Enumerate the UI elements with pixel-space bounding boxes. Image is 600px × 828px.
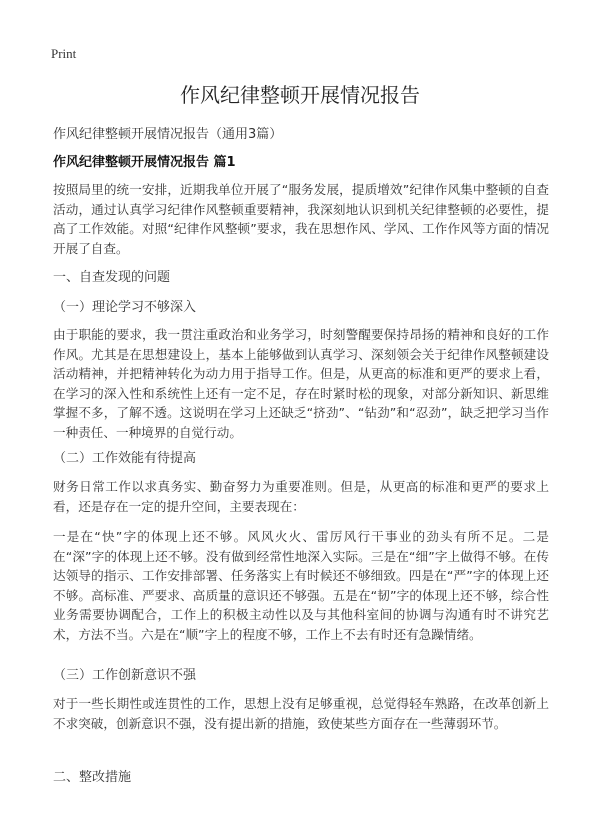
section-title: 作风纪律整顿开展情况报告 篇1: [53, 155, 236, 170]
heading-theory-study: （一）理论学习不够深入: [53, 300, 197, 315]
page-title: 作风纪律整顿开展情况报告: [180, 83, 420, 107]
paragraph-innovation: 对于一些长期性或连贯性的工作，思想上没有足够重视，总觉得轻车熟路，在改革创新上不求突破，创新意识不强，没有提出新的措施，致使某些方面存在一些薄弱环节。: [53, 696, 549, 731]
document-subtitle: 作风纪律整顿开展情况报告（通用3篇）: [53, 127, 283, 142]
paragraph-efficiency-details: 一是在“快”字的体现上还不够。风风火火、雷厉风行干事业的劲头有所不足。二是在“深”字的体现上还不够。没有做到经常性地深入实际。三是在“细”字上做得不够。在传达领导的指示、工作安排部署、任务落实上有时候还不够细致。四是在“严”字的体现上还不够。高标准、严要求、高质量的意识还不够强。五是在“韧”字的体现上还不够，综合性业务需要协调配合，工作上的积极主动性以及与其他科室间的协调与沟通有时不讲究艺术，方法不当。六是在“顺”字上的程度不够，工作上不去有时还有急躁情绪。: [53, 529, 549, 642]
paragraph-work-efficiency: 财务日常工作以求真务实、勤奋努力为重要准则。但是，从更高的标准和更严的要求上看，还是存在一定的提升空间，主要表现在：: [53, 479, 549, 514]
paragraph-intro: 按照局里的统一安排，近期我单位开展了“服务发展，提质增效”纪律作风集中整顿的自查活动，通过认真学习纪律作风整顿重要精神，我深刻地认识到机关纪律整顿的必要性，提高了工作效能。对照“纪律作风整顿”要求，我在思想作风、学风、工作作风等方面的情况开展了自查。: [53, 182, 549, 256]
heading-self-check-issues: 一、自查发现的问题: [53, 270, 171, 285]
heading-innovation: （三）工作创新意识不强: [53, 668, 197, 683]
heading-rectification: 二、整改措施: [53, 770, 132, 785]
paragraph-theory-study: 由于职能的要求，我一贯注重政治和业务学习，时刻警醒要保持昂扬的精神和良好的工作作风。尤其是在思想建设上，基本上能够做到认真学习、深刻领会关于纪律作风整顿建设活动精神，并把精神转化为动力用于指导工作。但是，从更高的标准和更严的要求上看，在学习的深入性和系统性上还有一定不足，存在时紧时松的现象，对部分新知识、新思维掌握不多，了解不透。这说明在学习上还缺乏“挤劲”、“钻劲”和“忍劲”，缺乏把学习当作一种责任、一种境界的自觉行动。: [53, 327, 549, 440]
print-link[interactable]: Print: [51, 46, 77, 61]
heading-work-efficiency: （二）工作效能有待提高: [53, 451, 197, 466]
